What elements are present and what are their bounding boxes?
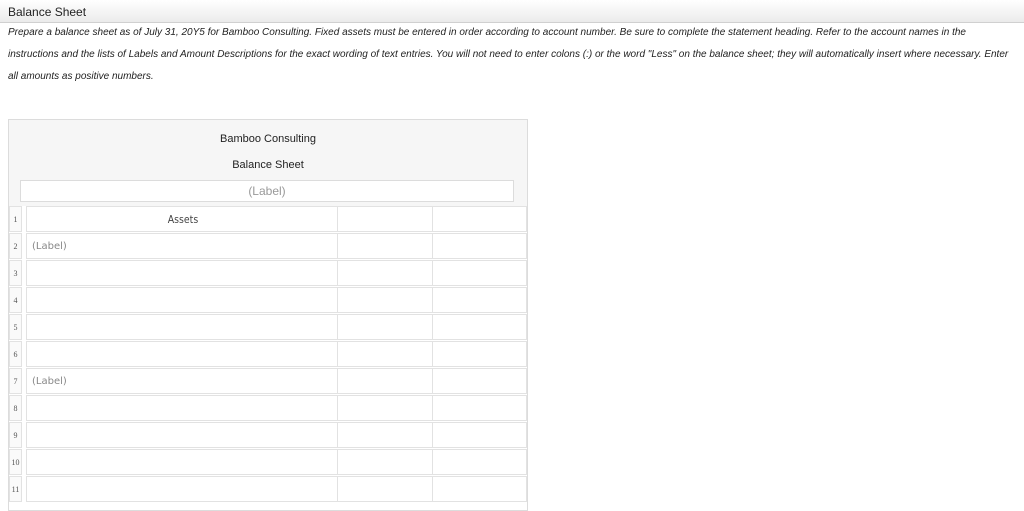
amount-cell[interactable] xyxy=(337,341,433,367)
amount-total-cell[interactable] xyxy=(432,476,527,502)
amount-total-cell[interactable] xyxy=(432,422,527,448)
row-number: 9 xyxy=(9,422,22,448)
row-number: 10 xyxy=(9,449,22,475)
amount-cell[interactable] xyxy=(337,260,433,286)
table-row xyxy=(9,287,527,314)
amount-total-cell[interactable] xyxy=(432,395,527,421)
amount-cell[interactable] xyxy=(337,368,433,394)
amount-total-cell[interactable] xyxy=(432,449,527,475)
title-bar xyxy=(0,0,1024,23)
label-cell[interactable] xyxy=(26,422,338,448)
section-heading: Assets xyxy=(167,213,199,226)
label-placeholder: (Label) xyxy=(32,376,67,387)
table-row xyxy=(9,314,527,341)
instructions-text: Prepare a balance sheet as of July 31, 20Y5 for Bamboo Consulting. Fixed assets must be entered in order according to account number. Be sure to complete the statement heading. Refer to the account names in the instructions and the lists of Labels and Amount Descriptions for the exact wording of text entries. You will not need to enter colons (:) or the word "Less" on the balance sheet; they will automatically insert where necessary. Enter all amounts as positive numbers. xyxy=(8,27,1009,82)
amount-cell[interactable] xyxy=(337,476,433,502)
table-row xyxy=(9,368,527,395)
row-number: 11 xyxy=(9,476,22,502)
label-placeholder: (Label) xyxy=(32,241,67,252)
table-row xyxy=(9,233,527,260)
statement-heading xyxy=(9,120,527,206)
amount-cell[interactable] xyxy=(337,422,433,448)
row-number: 6 xyxy=(9,341,22,367)
row-number: 4 xyxy=(9,287,22,313)
amount-total-cell[interactable] xyxy=(432,314,527,340)
amount-total-cell[interactable] xyxy=(432,233,527,259)
table-row xyxy=(9,260,527,287)
table-row xyxy=(9,422,527,449)
amount-total-cell[interactable] xyxy=(432,287,527,313)
amount-total-cell[interactable] xyxy=(432,260,527,286)
amount-cell[interactable] xyxy=(337,395,433,421)
amount-total-cell[interactable] xyxy=(432,206,527,232)
label-cell[interactable] xyxy=(26,233,338,259)
label-cell[interactable] xyxy=(26,314,338,340)
amount-cell[interactable] xyxy=(337,287,433,313)
table-row xyxy=(9,449,527,476)
amount-cell[interactable] xyxy=(337,449,433,475)
label-cell[interactable] xyxy=(26,395,338,421)
row-number: 2 xyxy=(9,233,22,259)
amount-cell[interactable] xyxy=(337,206,433,232)
amount-cell[interactable] xyxy=(337,233,433,259)
amount-total-cell[interactable] xyxy=(432,341,527,367)
row-number: 5 xyxy=(9,314,22,340)
label-cell[interactable] xyxy=(26,476,338,502)
label-cell[interactable] xyxy=(26,206,338,232)
statement-title: Balance Sheet xyxy=(232,159,304,171)
balance-sheet-panel xyxy=(8,119,528,511)
table-row xyxy=(9,206,527,233)
label-cell[interactable] xyxy=(26,449,338,475)
window-title: Balance Sheet xyxy=(8,5,87,19)
statement-date-input[interactable] xyxy=(20,180,514,202)
row-number: 1 xyxy=(9,206,22,232)
label-cell[interactable] xyxy=(26,287,338,313)
amount-cell[interactable] xyxy=(337,314,433,340)
row-number: 7 xyxy=(9,368,22,394)
label-cell[interactable] xyxy=(26,341,338,367)
table-row xyxy=(9,341,527,368)
amount-total-cell[interactable] xyxy=(432,368,527,394)
row-number: 3 xyxy=(9,260,22,286)
table-row xyxy=(9,395,527,422)
company-name: Bamboo Consulting xyxy=(219,133,316,145)
row-number: 8 xyxy=(9,395,22,421)
label-cell[interactable] xyxy=(26,368,338,394)
label-cell[interactable] xyxy=(26,260,338,286)
